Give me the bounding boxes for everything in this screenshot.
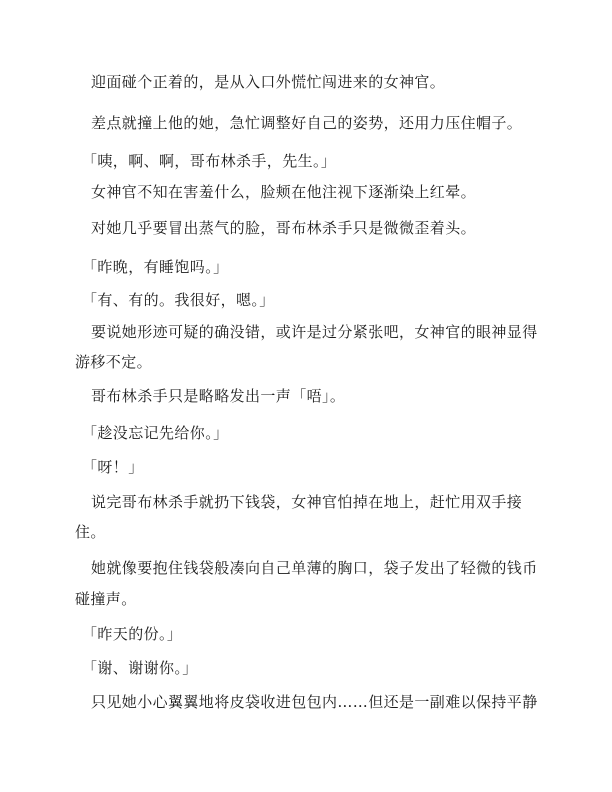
- paragraph-12-line-2: 住。: [75, 523, 106, 541]
- paragraph-10: 「趁没忘记先给你。」: [82, 424, 229, 442]
- paragraph-8-line-1: 要说她形迹可疑的确没错，或许是过分紧张吧，女神官的眼神显得: [91, 323, 538, 341]
- paragraph-16: 只见她小心翼翼地将皮袋收进包包内……但还是一副难以保持平静: [91, 693, 538, 711]
- paragraph-14: 「昨天的份。」: [82, 625, 183, 643]
- paragraph-13-line-1: 她就像要抱住钱袋般凑向自己单薄的胸口，袋子发出了轻微的钱币: [91, 559, 538, 577]
- paragraph-6: 「昨晚，有睡饱吗。」: [82, 258, 229, 276]
- paragraph-7: 「有、有的。我很好，嗯。」: [82, 291, 275, 309]
- paragraph-4: 女神官不知在害羞什么，脸颊在他注视下逐渐染上红晕。: [91, 183, 477, 201]
- paragraph-15: 「谢、谢谢你。」: [82, 659, 198, 677]
- paragraph-11: 「呀！」: [82, 458, 144, 476]
- paragraph-12-line-1: 说完哥布林杀手就扔下钱袋，女神官怕掉在地上，赶忙用双手接: [91, 493, 523, 511]
- paragraph-5: 对她几乎要冒出蒸气的脸，哥布林杀手只是微微歪着头。: [91, 219, 477, 237]
- paragraph-2: 差点就撞上他的她，急忙调整好自己的姿势，还用力压住帽子。: [91, 114, 523, 132]
- paragraph-1: 迎面碰个正着的，是从入口外慌忙闯进来的女神官。: [91, 73, 446, 91]
- paragraph-8-line-2: 游移不定。: [75, 353, 153, 371]
- paragraph-9: 哥布林杀手只是略略发出一声「唔」。: [91, 387, 346, 405]
- paragraph-13-line-2: 碰撞声。: [75, 590, 137, 608]
- paragraph-3: 「咦，啊、啊，哥布林杀手，先生。」: [82, 152, 337, 170]
